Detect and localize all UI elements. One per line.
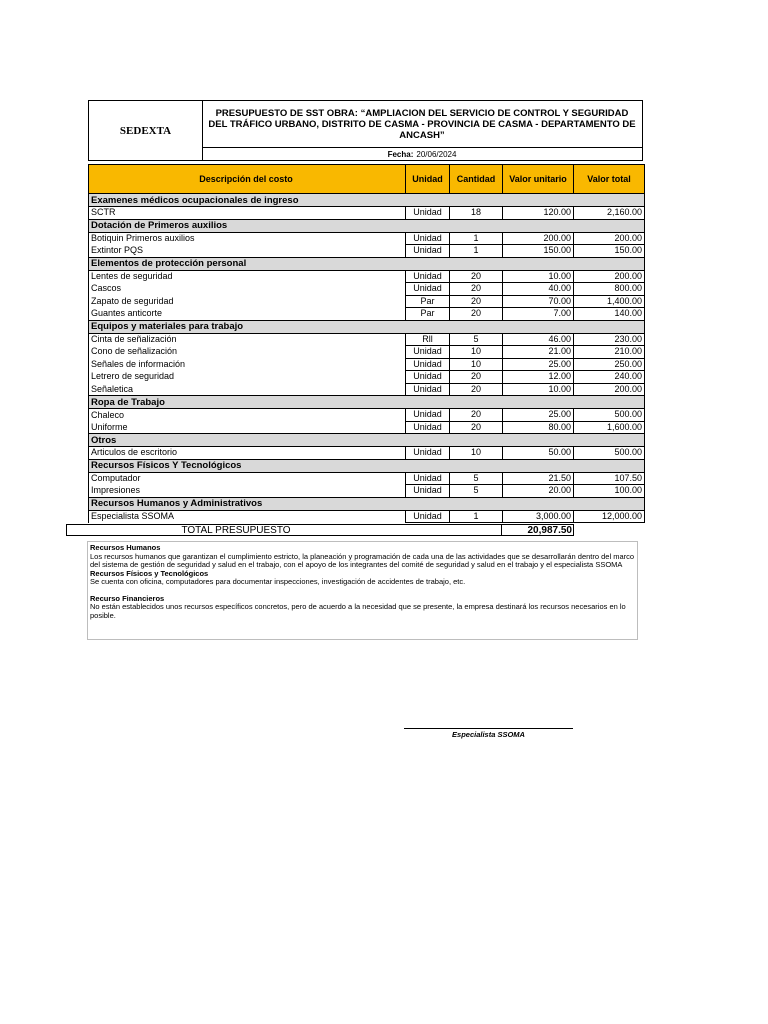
cell-cantidad: 10: [450, 358, 503, 371]
document-header: [88, 100, 643, 161]
column-header-cantidad: Cantidad: [450, 165, 503, 194]
cell-descripcion: Cascos: [89, 283, 406, 296]
cell-descripcion: Zapato de seguridad: [89, 295, 406, 308]
section-row: [89, 497, 645, 510]
cell-valor-unitario: 50.00: [503, 447, 574, 460]
cell-cantidad: 20: [450, 383, 503, 396]
table-row: [89, 245, 645, 258]
date-row: [202, 148, 642, 160]
section-row: [89, 320, 645, 333]
cell-unidad: Unidad: [406, 358, 450, 371]
table-row: [89, 346, 645, 359]
section-title: Recursos Físicos Y Tecnológicos: [89, 459, 645, 472]
notes-text-recursos-fisicos: Se cuenta con oficina, computadores para documentar inspecciones, investigación de accidentes de trabajo, etc.: [90, 577, 466, 586]
column-header-unidad: Unidad: [406, 165, 450, 194]
cell-descripcion: Cinta de señalización: [89, 333, 406, 346]
cell-unidad: Unidad: [406, 447, 450, 460]
column-header-descripcion: Descripción del costo: [89, 165, 406, 194]
column-header-valor-unitario: Valor unitario: [503, 165, 574, 194]
section-row: [89, 219, 645, 232]
cell-unidad: Unidad: [406, 346, 450, 359]
table-row: [89, 207, 645, 220]
cell-cantidad: 5: [450, 472, 503, 485]
cell-descripcion: Especialista SSOMA: [89, 510, 406, 523]
cell-cantidad: 1: [450, 245, 503, 258]
section-title: Examenes médicos ocupacionales de ingreso: [89, 194, 645, 207]
cell-valor-total: 140.00: [574, 308, 645, 321]
cell-cantidad: 1: [450, 510, 503, 523]
cell-cantidad: 20: [450, 409, 503, 422]
cell-cantidad: 5: [450, 333, 503, 346]
cell-descripcion: Uniforme: [89, 421, 406, 434]
cell-unidad: Unidad: [406, 409, 450, 422]
cell-cantidad: 20: [450, 270, 503, 283]
section-row: [89, 459, 645, 472]
document-title: PRESUPUESTO DE SST OBRA: “AMPLIACION DEL SERVICIO DE CONTROL Y SEGURIDAD DEL TRÁFICO URBANO, DISTRITO DE CASMA - PROVINCIA DE CASMA - DEPARTAMENTO DE ANCASH”: [202, 101, 642, 148]
table-row: [89, 409, 645, 422]
cell-unidad: Par: [406, 308, 450, 321]
cell-valor-total: 150.00: [574, 245, 645, 258]
cell-unidad: Unidad: [406, 421, 450, 434]
cell-valor-unitario: 200.00: [503, 232, 574, 245]
cell-unidad: Unidad: [406, 232, 450, 245]
notes-heading-recurso-financiero: Recurso Financieros: [90, 593, 165, 603]
total-row: [66, 524, 574, 536]
cell-valor-unitario: 150.00: [503, 245, 574, 258]
cell-valor-unitario: 25.00: [503, 358, 574, 371]
table-row: [89, 358, 645, 371]
table-row: [89, 485, 645, 498]
cell-cantidad: 1: [450, 232, 503, 245]
cell-valor-total: 240.00: [574, 371, 645, 384]
cell-valor-total: 500.00: [574, 409, 645, 422]
cell-descripcion: SCTR: [89, 207, 406, 220]
section-title: Recursos Humanos y Administrativos: [89, 497, 645, 510]
cell-valor-total: 200.00: [574, 270, 645, 283]
cell-valor-unitario: 3,000.00: [503, 510, 574, 523]
cell-valor-total: 210.00: [574, 346, 645, 359]
cell-unidad: Unidad: [406, 472, 450, 485]
cell-valor-total: 1,600.00: [574, 421, 645, 434]
cell-valor-total: 230.00: [574, 333, 645, 346]
total-label: TOTAL PRESUPUESTO: [181, 525, 291, 536]
notes-heading-recursos-humanos: Recursos Humanos: [90, 543, 161, 552]
cell-descripcion: Letrero de seguridad: [89, 371, 406, 384]
cell-valor-unitario: 12.00: [503, 371, 574, 384]
cell-unidad: Unidad: [406, 283, 450, 296]
cell-descripcion: Cono de señalización: [89, 346, 406, 359]
section-title: Elementos de protección personal: [89, 257, 645, 270]
cell-valor-total: 500.00: [574, 447, 645, 460]
notes-box: [87, 541, 638, 640]
cell-descripcion: Impresiones: [89, 485, 406, 498]
company-name: SEDEXTA: [89, 101, 203, 160]
cell-valor-unitario: 40.00: [503, 283, 574, 296]
cell-valor-total: 2,160.00: [574, 207, 645, 220]
cell-valor-total: 107.50: [574, 472, 645, 485]
table-row: [89, 308, 645, 321]
section-title: Otros: [89, 434, 645, 447]
cell-valor-unitario: 10.00: [503, 270, 574, 283]
section-title: Dotación de Primeros auxilios: [89, 219, 645, 232]
section-row: [89, 396, 645, 409]
table-row: [89, 447, 645, 460]
cell-cantidad: 10: [450, 447, 503, 460]
cell-cantidad: 5: [450, 485, 503, 498]
cell-valor-unitario: 70.00: [503, 295, 574, 308]
cell-unidad: Unidad: [406, 510, 450, 523]
table-row: [89, 472, 645, 485]
table-row: [89, 371, 645, 384]
cell-valor-total: 800.00: [574, 283, 645, 296]
cell-cantidad: 20: [450, 421, 503, 434]
table-header-row: [89, 165, 645, 194]
section-row: [89, 434, 645, 447]
section-row: [89, 194, 645, 207]
cell-descripcion: Computador: [89, 472, 406, 485]
cell-descripcion: Articulos de escritorio: [89, 447, 406, 460]
date-label: Fecha:: [387, 149, 414, 159]
cell-unidad: Unidad: [406, 485, 450, 498]
notes-text-recurso-financiero: No están establecidos unos recursos específicos concretos, pero de acuerdo a la necesidad que se presente, la empresa destinará los recursos necesarios en lo posible.: [90, 602, 626, 620]
column-header-valor-total: Valor total: [574, 165, 645, 194]
cell-cantidad: 20: [450, 371, 503, 384]
cell-descripcion: Chaleco: [89, 409, 406, 422]
cell-cantidad: 20: [450, 295, 503, 308]
section-title: Ropa de Trabajo: [89, 396, 645, 409]
cell-cantidad: 18: [450, 207, 503, 220]
cell-cantidad: 20: [450, 308, 503, 321]
cell-descripcion: Señaletica: [89, 383, 406, 396]
date-value: 20/06/2024: [416, 149, 457, 159]
cell-valor-total: 200.00: [574, 232, 645, 245]
budget-table-body: [89, 165, 645, 523]
notes-text-recursos-humanos: Los recursos humanos que garantizan el cumplimiento estricto, la planeación y programación de cada una de las actividades que se desarrollarán dentro del marco del sistema de gestión de seguridad y salud en el trabajo, con el apoyo de los integrantes del comité de seguridad y salud en el trabajo y el especialista SSOMA: [90, 551, 635, 569]
cell-valor-unitario: 80.00: [503, 421, 574, 434]
table-row: [89, 270, 645, 283]
budget-table: [88, 164, 645, 523]
cell-descripcion: Lentes de seguridad: [89, 270, 406, 283]
cell-valor-total: 200.00: [574, 383, 645, 396]
notes-heading-recursos-fisicos: Recursos Físicos y Tecnológicos: [90, 568, 209, 578]
table-row: [89, 283, 645, 296]
cell-valor-unitario: 120.00: [503, 207, 574, 220]
table-row: [89, 333, 645, 346]
cell-unidad: Unidad: [406, 383, 450, 396]
cell-unidad: Rll: [406, 333, 450, 346]
cell-valor-unitario: 7.00: [503, 308, 574, 321]
section-row: [89, 257, 645, 270]
cell-valor-unitario: 21.00: [503, 346, 574, 359]
cell-valor-unitario: 25.00: [503, 409, 574, 422]
table-row: [89, 383, 645, 396]
cell-unidad: Unidad: [406, 207, 450, 220]
cell-descripcion: Extintor PQS: [89, 245, 406, 258]
cell-cantidad: 10: [450, 346, 503, 359]
cell-valor-unitario: 46.00: [503, 333, 574, 346]
cell-valor-total: 100.00: [574, 485, 645, 498]
cell-valor-unitario: 20.00: [503, 485, 574, 498]
cell-descripcion: Señales de información: [89, 358, 406, 371]
cell-unidad: Par: [406, 295, 450, 308]
cell-valor-unitario: 21.50: [503, 472, 574, 485]
signature-label: Especialista SSOMA: [452, 730, 525, 739]
cell-unidad: Unidad: [406, 270, 450, 283]
cell-unidad: Unidad: [406, 245, 450, 258]
table-row: [89, 421, 645, 434]
table-row: [89, 510, 645, 523]
cell-valor-total: 250.00: [574, 358, 645, 371]
table-row: [89, 232, 645, 245]
cell-cantidad: 20: [450, 283, 503, 296]
signature-line: [404, 728, 573, 729]
cell-unidad: Unidad: [406, 371, 450, 384]
table-row: [89, 295, 645, 308]
notes-spacer: [90, 587, 635, 595]
cell-descripcion: Guantes anticorte: [89, 308, 406, 321]
cell-valor-unitario: 10.00: [503, 383, 574, 396]
cell-valor-total: 1,400.00: [574, 295, 645, 308]
cell-valor-total: 12,000.00: [574, 510, 645, 523]
total-value: 20,987.50: [501, 525, 574, 535]
cell-descripcion: Botiquin Primeros auxilios: [89, 232, 406, 245]
section-title: Equipos y materiales para trabajo: [89, 320, 645, 333]
